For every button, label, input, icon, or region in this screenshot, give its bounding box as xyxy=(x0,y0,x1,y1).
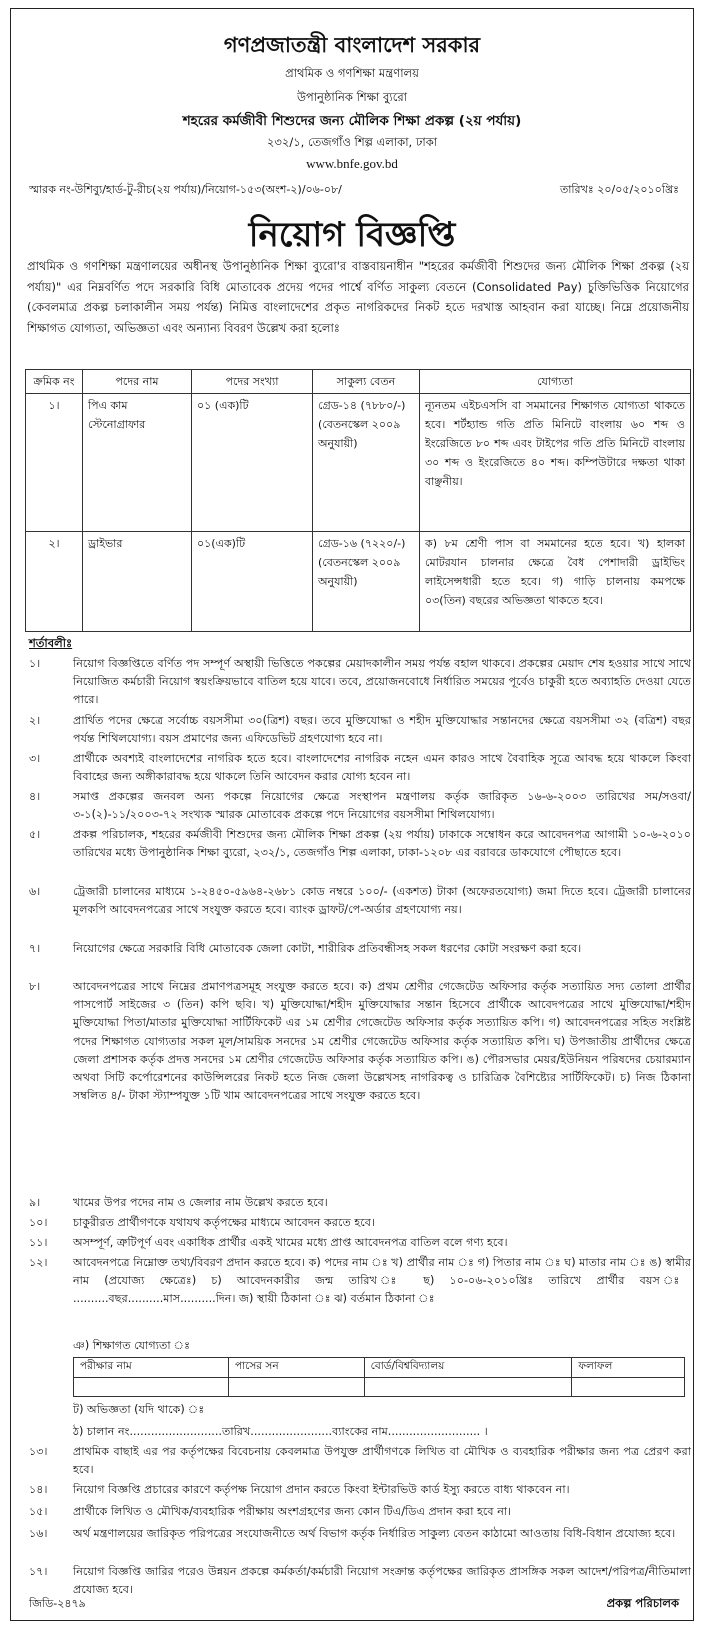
condition-item: ১২। আবেদনপত্রে নিম্নোক্ত তথ্য/বিবরণ প্রদান করতে হবে। ক) পদের নাম ঃ খ) প্রার্থীর নাম ঃ গ) পিতার নাম ঃ ঘ) মাতার নাম ঃ ঙ) স্বামীর নাম (প্রযোজ্য ক্ষেত্রেঃ) চ) আবেদনকারীর জন্ম তারিখ ঃ ছ) ১০-০৬-২০১০খ্রিঃ তারিখে প্রার্থীর বয়স ঃ ..........বছর..........মাস..........দিন। জ) স্থায়ী ঠিকানা ঃ ঝ) বর্তমান ঠিকানা ঃ xyxy=(29,1256,691,1306)
col-serial: ক্রমিক নং xyxy=(26,370,83,394)
condition-item: ৬। ট্রেজারী চালানের মাধ্যমে ১-২৪৫০-৫৯৬৪-২৬৮১ কোড নম্বরে ১০০/- (একশত) টাকা (অফেরতযোগ্য) জমা দিতে হবে। ট্রেজারী চালানের মূলকপি আবেদনপত্রের সাথে সংযুক্ত করতে হবে। ব্যাংক ড্রাফট/পে-অর্ডার গ্রহণযোগ্য নয়। xyxy=(29,885,691,917)
intro-paragraph: প্রাথমিক ও গণশিক্ষা মন্ত্রণালয়ের অধীনস্থ উপানুষ্ঠানিক শিক্ষা ব্যুরো'র বাস্তবায়নাধীন "শহরের কর্মজীবী শিশুদের জন্য মৌলিক শিক্ষা প্রকল্প (২য় পর্যায়)" এর নিম্নবর্ণিত পদে সরকারি বিধি মোতাবেক প্রদেয় পদের পার্শ্বে বর্ণিত সাকুল্য বেতনে (Consolidated Pay) চুক্তিভিত্তিক নিয়োগের (কেবলমাত্র প্রকল্প চলাকালীন সময় পর্যন্ত) নিমিত্ত বাংলাদেশের প্রকৃত নাগরিকদের নিকট হতে দরখাস্ত আহবান করা যাচ্ছে। নিম্নে প্রয়োজনীয় শিক্ষাগত যোগ্যতা, অভিজ্ঞতা এবং অন্যান্য বিবরণ উল্লেখ করা হলোঃ xyxy=(27,259,689,335)
col-post: পদের নাম xyxy=(83,370,192,394)
condition-item: ১৪। নিয়োগ বিজ্ঞপ্তি প্রচারের কারণে কর্তৃপক্ষ নিয়োগ প্রদান করতে কিংবা ইন্টারভিউ কার্ড ইস্যু করতে বাধ্য থাকবেন না। xyxy=(29,1483,570,1496)
col-qualification: যোগ্যতা xyxy=(420,370,691,394)
project-line: শহরের কর্মজীবী শিশুদের জন্য মৌলিক শিক্ষা প্রকল্প (২য় পর্যায়) xyxy=(182,113,522,129)
experience-line: ট) অভিজ্ঞতা (যদি থাকে) ঃ xyxy=(73,1403,205,1416)
condition-item: ১৬। অর্থ মন্ত্রণালয়ের জারিকৃত পরিপত্রের সংযোজনীতে অর্থ বিভাগ কর্তৃক নির্ধারিত সাকুল্য বেতন কাঠামো আওতায় বিধি-বিধান প্রযোজ্য হবে। xyxy=(29,1527,676,1540)
table-row: ২। ড্রাইভার ০১(এক)টি গ্রেড-১৬ (৭২২০/-) (বেতনস্কেল ২০০৯ অনুযায়ী) ক) ৮ম শ্রেণী পাস বা সমমানের হতে হবে। খ) হালকা মোটরযান চালনার ক্ষেত্রে বৈধ পেশাদারী ড্রাইভিং লাইসেন্সধারী হতে হবে। গ) গাড়ি চালনায় কমপক্ষে ০৩(তিন) বছরের অভিজ্ঞতা থাকতে হবে। xyxy=(26,532,691,632)
address-line: ২৩২/১, তেজগাঁও শিল্প এলাকা, ঢাকা xyxy=(266,135,438,149)
challan-line: ঠ) চালান নং..........................তারিখ.......................ব্যাংকের নাম.......................... । xyxy=(73,1425,488,1438)
bureau-line: উপানুষ্ঠানিক শিক্ষা ব্যুরো xyxy=(296,90,408,104)
gd-code: জিডি-২৪৭৯ xyxy=(29,1597,86,1610)
notice-date: তারিখঃ ২০/০৫/২০১০খ্রিঃ xyxy=(559,183,679,196)
condition-item: ৮। আবেদনপত্রের সাথে নিম্নের প্রমাণপত্রসমূহ সংযুক্ত করতে হবে। ক) প্রথম শ্রেণীর গেজেটেড অফিসার কর্তৃক সত্যায়িত সদ্য তোলা প্রার্থীর পাসপোর্ট সাইজের ৩ (তিন) কপি ছবি। খ) মুক্তিযোদ্ধা/শহীদ মুক্তিযোদ্ধার সন্তান হিসেবে প্রার্থীকে আবেদপত্রের সাথে মুক্তিযোদ্ধা/শহীদ মুক্তিযোদ্ধা পিতা/মাতার মুক্তিযোদ্ধা সার্টিফিকেট এর ১ম শ্রেণীর গেজেটেড অফিসার কর্তৃক সত্যায়িত কপি। গ) আবেদনপত্রের সহিত সংশ্লিষ্ট পদের শিক্ষাগত যোগ্যতার সকল মূল/সাময়িক সনদের ১ম শ্রেণীর গেজেটেড অফিসার কর্তৃক সত্যায়িত কপি। ঘ) উপজাতীয় প্রার্থীদের ক্ষেত্রে জেলা প্রশাসক কর্তৃক প্রদত্ত সনদের ১ম শ্রেণীর গেজেটেড অফিসার কর্তৃক সত্যায়িত কপি। ঙ) পৌরসভার মেয়র/ইউনিয়ন পরিষদের চেয়ারম্যান অথবা সিটি কর্পোরেশনের কাউন্সিলরের নিকট হতে নিজ জেলা উল্লেখসহ নাগরিকত্ব ও চারিত্রিক বৈশিষ্ট্যের সার্টিফিকেট। চ) নিজ ঠিকানা সম্বলিত ৪/- টাকা স্ট্যাম্পযুক্ত ১টি খাম আবেদনপত্রের সাথে সংযুক্ত করতে হবে। xyxy=(29,980,691,1103)
notice-title: নিয়োগ বিজ্ঞপ্তি xyxy=(248,215,456,255)
condition-item: ২। প্রার্থিত পদের ক্ষেত্রে সর্বোচ্চ বয়সসীমা ৩০(ত্রিশ) বছর। তবে মুক্তিযোদ্ধা ও শহীদ মুক্তিযোদ্ধার সন্তানদের ক্ষেত্রে বয়সসীমা ৩২ (বত্রিশ) বছর পর্যন্ত শিথিলযোগ্য। বয়স প্রমাণের জন্য এফিডেভিট গ্রহণযোগ্য হবে না। xyxy=(29,714,691,746)
ministry-line: প্রাথমিক ও গণশিক্ষা মন্ত্রণালয় xyxy=(285,66,419,80)
education-table xyxy=(73,1357,685,1397)
website-line: www.bnfe.gov.bd xyxy=(306,156,398,171)
condition-item: ১৩। প্রাথমিক বাছাই এর পর কর্তৃপক্ষের বিবেচনায় কেবলমাত্র উপযুক্ত প্রার্থীগণকে লিখিত বা মৌখিক ও ব্যবহারিক পরীক্ষার জন্য পত্র প্রেরণ করা হবে। xyxy=(29,1445,691,1477)
condition-item: ৪। সমাপ্ত প্রকল্পের জনবল অন্য পকল্পে নিয়োগের ক্ষেত্রে সংস্থাপন মন্ত্রণালয় কর্তৃক জারিকৃত ১৬-৬-২০০৩ তারিখের সম/সওবা/৩-১(২)-১১/২০০৩-৭২ সংখ্যক স্মারক মোতাবেক প্রকল্পে পদে নিয়োগের বয়সসীমা শিথিলযোগ্য। xyxy=(29,790,691,822)
edu-col-board: বোর্ড/বিশ্ববিদ্যালয় xyxy=(364,1358,572,1378)
notice-page xyxy=(10,8,694,1621)
condition-item: ১৫। প্রার্থীকে লিখিত ও মৌখিক/ব্যবহারিক পরীক্ষায় অংশগ্রহণের জন্য কোন টিএ/ডিএ প্রদান করা হবে না। xyxy=(29,1505,512,1518)
condition-item: ৯। খামের উপর পদের নাম ও জেলার নাম উল্লেখ করতে হবে। xyxy=(29,1196,328,1209)
memo-number: স্মারক নং-উশিব্যু/হার্ড-টু-রীচ(২য় পর্যায়)/নিয়োগ-১৫৩(অংশ-২)/০৬-০৮/ xyxy=(29,183,342,196)
edu-col-exam: পরীক্ষার নাম xyxy=(74,1358,229,1378)
condition-item: ১৭। নিয়োগ বিজ্ঞপ্তি জারির পরেও উন্নয়ন প্রকল্পে কর্মকর্তা/কর্মচারী নিয়োগ সংক্রান্ত কর্তৃপক্ষের জারিকৃত প্রাসঙ্গিক সকল আদেশ/পরিপত্র/নীতিমালা প্রযোজ্য হবে। xyxy=(29,1565,691,1597)
govt-title: গণপ্রজাতন্ত্রী বাংলাদেশ সরকার xyxy=(223,33,481,57)
edu-col-result: ফলাফল xyxy=(572,1358,685,1378)
signatory: প্রকল্প পরিচালক xyxy=(606,1596,679,1610)
posts-table xyxy=(25,369,691,632)
condition-item: ৭। নিয়োগের ক্ষেত্রে সরকারি বিধি মোতাবেক জেলা কোটা, শারীরিক প্রতিবন্ধীসহ সকল ধরণের কোটা সংরক্ষণ করা হবে। xyxy=(29,942,582,955)
education-label: ঞ) শিক্ষাগত যোগ্যতা ঃ xyxy=(73,1339,191,1352)
conditions-title: শর্তাবলীঃ xyxy=(29,636,73,650)
condition-item: ১০। চাকুরীরত প্রার্থীগণকে যথাযথ কর্তৃপক্ষের মাধ্যমে আবেদন করতে হবে। xyxy=(29,1216,375,1229)
condition-item: ১১। অসম্পূর্ণ, ত্রুটিপূর্ণ এবং একাধিক প্রার্থীর একই খামের মধ্যে প্রাপ্ত আবেদনপত্র বাতিল বলে গণ্য হবে। xyxy=(29,1236,508,1249)
condition-item: ৩। প্রার্থীকে অবশ্যই বাংলাদেশের নাগরিক হতে হবে। বাংলাদেশের নাগরিক নহেন এমন কারও সাথে বৈবাহিক সূত্রে আবদ্ধ হয়ে থাকলে কিংবা বিবাহের জন্য অঙ্গীকারাবদ্ধ হয়ে থাকলে তিনি আবেদন করার যোগ্য হবেন না। xyxy=(29,752,691,784)
col-pay: সাকুল্য বেতন xyxy=(313,370,420,394)
col-count: পদের সংখ্যা xyxy=(192,370,313,394)
condition-item: ১। নিয়োগ বিজ্ঞপ্তিতে বর্ণিত পদ সম্পূর্ণ অস্থায়ী ভিত্তিতে পকল্পের মেয়াদকালীন সময় পর্যন্ত বহাল থাকবে। প্রকল্পের মেয়াদ শেষ হওয়ার সাথে সাথে নিয়োজিত কর্মচারী নিয়োগ স্বয়ংক্রিয়ভাবে বাতিল হয়ে যাবে। তবে, প্রয়োজনবোধে নির্ধারিত সময়ের পূর্বেও চাকুরী হতে অব্যাহতি দেওয়া যেতে পারে। xyxy=(29,657,691,707)
edu-col-year: পাসের সন xyxy=(228,1358,364,1378)
table-row: ১। পিএ কাম স্টেনোগ্রাফার ০১ (এক)টি গ্রেড-১৪ (৭৮৮০/-) (বেতনস্কেল ২০০৯ অনুযায়ী) ন্যূনতম এইচএসসি বা সমমানের শিক্ষাগত যোগ্যতা থাকতে হবে। শর্টহ্যান্ড গতি প্রতি মিনিটে বাংলায় ৬০ শব্দ ও ইংরেজিতে ৮০ শব্দ এবং টাইপের গতি প্রতি মিনিটে বাংলায় ৩০ শব্দ ও ইংরেজিতে ৪০ শব্দ। কম্পিউটারে দক্ষতা থাকা বাঞ্ছনীয়। xyxy=(26,394,691,532)
condition-item: ৫। প্রকল্প পরিচালক, শহরের কর্মজীবী শিশুদের জন্য মৌলিক শিক্ষা প্রকল্প (২য় পর্যায়) ঢাকাকে সম্বোধন করে আবেদনপত্র আগামী ১০-৬-২০১০ তারিখের মধ্যে উপানুষ্ঠানিক শিক্ষা ব্যুরো, ২৩২/১, তেজগাঁও শিল্প এলাকা, ঢাকা-১২০৮ এর বরাবরে ডাকযোগে পৌছাতে হবে। xyxy=(29,828,691,860)
